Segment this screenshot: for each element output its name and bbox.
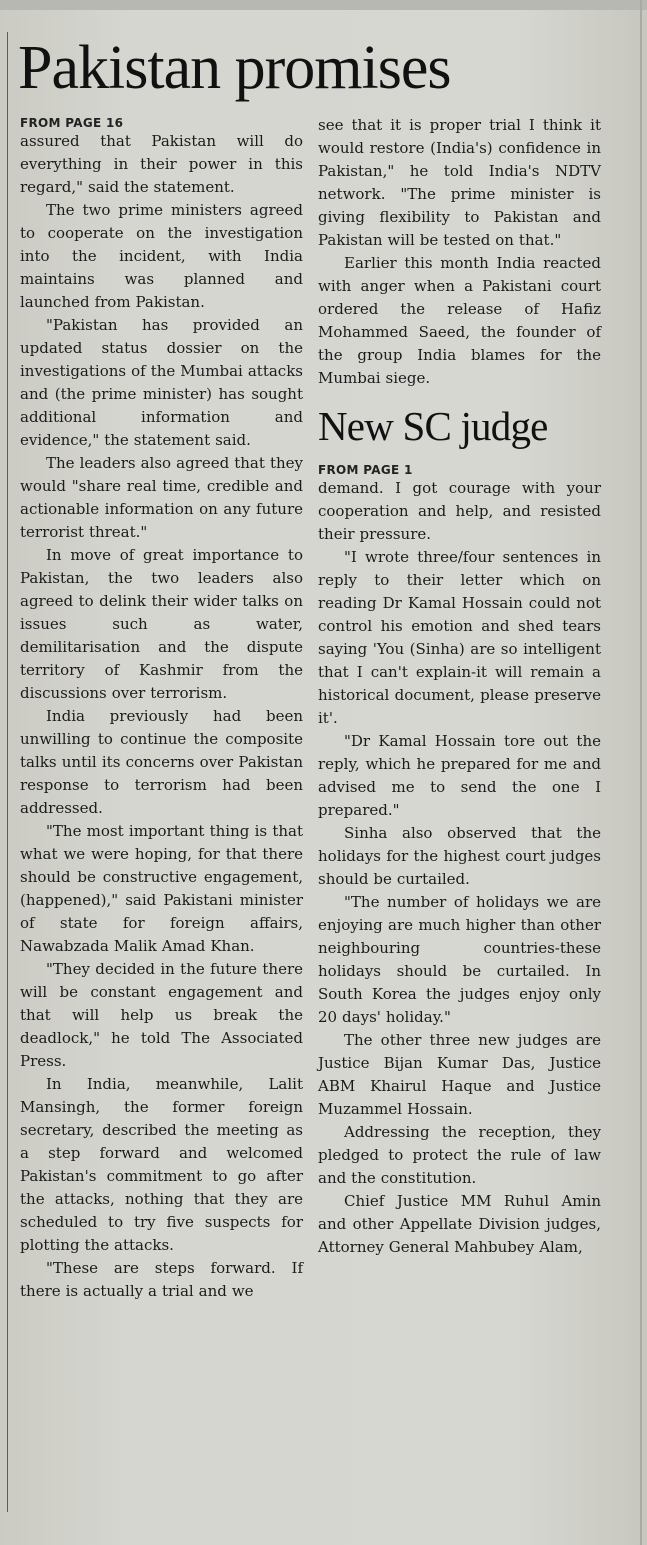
right-article-column [318,114,601,1259]
judge-article-paragraph: Addressing the reception, they pledged to protect the rule of law and the constitution. [318,1123,601,1187]
article-paragraph: "The most important thing is that what we were hoping, for that there should be constructive engagement, (happened)," said Pakistani minister of state for foreign affairs, Nawabzada Malik Amad Khan. [20,822,303,955]
second-headline: New SC judge [318,403,548,449]
judge-article-paragraph: The other three new judges are Justice Bijan Kumar Das, Justice ABM Khairul Haque and Justice Muzammel Hossain. [318,1031,601,1118]
judge-article-paragraph: "The number of holidays we are enjoying are much higher than other neighbouring countries-these holidays should be curtailed. In South Korea the judges enjoy only 20 days' holiday." [318,893,601,1026]
article-paragraph: assured that Pakistan will do everything in their power in this regard," said the statement. [20,132,303,196]
article-paragraph: "These are steps forward. If there is actually a trial and we [20,1259,303,1300]
judge-article-paragraph: demand. I got courage with your cooperation and help, and resisted their pressure. [318,479,601,543]
second-from-page-label: FROM PAGE 1 [318,463,413,477]
article-paragraph: The two prime ministers agreed to cooperate on the investigation into the incident, with India maintains was planned and launched from Pakistan. [20,201,303,311]
article-paragraph: "They decided in the future there will be constant engagement and that will help us break the deadlock," he told The Associated Press. [20,960,303,1070]
continued-paragraph: see that it is proper trial I think it would restore (India's) confidence in Pakistan," he told India's NDTV network. "The prime minister is giving flexibility to Pakistan and Pakistan will be tested on that." [318,116,601,249]
article-headline: Pakistan promises [18,34,451,102]
article-paragraph: In India, meanwhile, Lalit Mansingh, the former foreign secretary, described the meeting as a step forward and welcomed Pakistan's commitment to go after the attacks, nothing that they are scheduled to try five suspects for plotting the attacks. [20,1075,303,1254]
right-page-edge [640,0,642,1545]
judge-article-paragraph: Sinha also observed that the holidays for the highest court judges should be curtailed. [318,824,601,888]
left-column-rule [7,32,8,1512]
top-page-strip [0,0,647,10]
article-paragraph: The leaders also agreed that they would "share real time, credible and actionable information on any future terrorist threat." [20,454,303,541]
judge-article-paragraph: Chief Justice MM Ruhul Amin and other Appellate Division judges, Attorney General Mahbubey Alam, [318,1192,601,1256]
article-paragraph: India previously had been unwilling to continue the composite talks until its concerns over Pakistan response to terrorism had been addressed. [20,707,303,817]
judge-article-paragraph: "Dr Kamal Hossain tore out the reply, which he prepared for me and advised me to send the one I prepared." [318,732,601,819]
from-page-label: FROM PAGE 16 [20,116,124,130]
continued-paragraph: Earlier this month India reacted with anger when a Pakistani court ordered the release of Hafiz Mohammed Saeed, the founder of the group India blames for the Mumbai siege. [318,254,601,387]
judge-article-paragraph: "I wrote three/four sentences in reply to their letter which on reading Dr Kamal Hossain could not control his emotion and shed tears saying 'You (Sinha) are so intelligent that I can't explain-it will remain a historical document, please preserve it'. [318,548,601,727]
column-gutter [310,122,311,1522]
article-paragraph: "Pakistan has provided an updated status dossier on the investigations of the Mumbai attacks and (the prime minister) has sought additional information and evidence," the statement said. [20,316,303,449]
left-article-column [20,114,303,1303]
article-paragraph: In move of great importance to Pakistan, the two leaders also agreed to delink their wider talks on issues such as water, demilitarisation and the dispute territory of Kashmir from the discussions over terrorism. [20,546,303,702]
